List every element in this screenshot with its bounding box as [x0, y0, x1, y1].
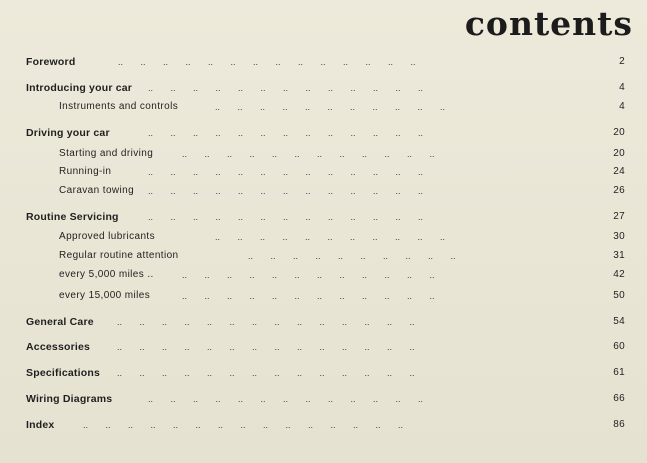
dot-leader: .. .. .. .. .. .. .. .. .. .. .. .. .. [148, 83, 424, 93]
toc-entry-label: Approved lubricants [59, 231, 155, 242]
toc-entry-introducing-your-car[interactable] [0, 80, 647, 96]
toc-entry-foreword[interactable] [0, 54, 647, 70]
toc-entry-starting-and-driving[interactable] [0, 146, 647, 162]
toc-entry-general-care[interactable] [0, 314, 647, 330]
toc-entry-label: Specifications [26, 367, 100, 379]
toc-entry-regular-routine-attention[interactable] [0, 248, 647, 264]
toc-entry-page: 54 [613, 316, 625, 327]
dot-leader: .. .. .. .. .. .. .. .. .. .. .. .. .. .. [117, 368, 415, 378]
toc-entry-page: 2 [619, 56, 625, 67]
toc-entry-page: 27 [613, 211, 625, 222]
dot-leader: .. .. .. .. .. .. .. .. .. .. .. .. .. [148, 167, 424, 177]
toc-entry-page: 86 [613, 419, 625, 430]
toc-entry-page: 4 [619, 101, 625, 112]
toc-entry-label: Instruments and controls [59, 101, 179, 112]
dot-leader: .. .. .. .. .. .. .. .. .. .. .. .. .. [148, 212, 424, 222]
dot-leader: .. .. .. .. .. .. .. .. .. .. .. .. .. .. [117, 342, 415, 352]
toc-entry-label: Driving your car [26, 127, 110, 139]
dot-leader: .. .. .. .. .. .. .. .. .. .. .. [215, 232, 446, 242]
dot-leader: .. .. .. .. .. .. .. .. .. .. .. .. .. .. [118, 57, 416, 67]
toc-entry-approved-lubricants[interactable] [0, 229, 647, 245]
toc-entry-specifications[interactable] [0, 365, 647, 381]
toc-entry-caravan-towing[interactable] [0, 183, 647, 199]
dot-leader: .. .. .. .. .. .. .. .. .. .. .. .. .. .. .. [83, 420, 404, 430]
dot-leader: .. .. .. .. .. .. .. .. .. .. .. .. [182, 270, 435, 280]
toc-entry-label: Accessories [26, 341, 91, 353]
toc-entry-label: Index [26, 419, 55, 431]
toc-entry-page: 24 [613, 166, 625, 177]
dot-leader: .. .. .. .. .. .. .. .. .. .. .. .. .. [148, 394, 424, 404]
toc-entry-label: Starting and driving [59, 148, 154, 159]
toc-entry-page: 66 [613, 393, 625, 404]
toc-entry-label: Running-in [59, 166, 112, 177]
dot-leader: .. .. .. .. .. .. .. .. .. .. .. .. .. [148, 186, 424, 196]
dot-leader: .. .. .. .. .. .. .. .. .. .. .. [215, 102, 446, 112]
dot-leader: .. .. .. .. .. .. .. .. .. .. .. .. [182, 291, 435, 301]
toc-entry-routine-servicing[interactable] [0, 209, 647, 225]
toc-entry-label: Wiring Diagrams [26, 393, 113, 405]
toc-entry-label: General Care [26, 316, 94, 328]
toc-entry-page: 26 [613, 185, 625, 196]
toc-entry-index[interactable] [0, 417, 647, 433]
toc-entry-label: every 15,000 miles [59, 290, 151, 301]
dot-leader: .. .. .. .. .. .. .. .. .. .. .. .. .. [148, 128, 424, 138]
toc-entry-wiring-diagrams[interactable] [0, 391, 647, 407]
toc-entry-label: Routine Servicing [26, 211, 119, 223]
toc-entry-label: every 5,000 miles .. [59, 269, 154, 280]
toc-entry-every-15000-miles[interactable] [0, 288, 647, 304]
toc-entry-page: 61 [613, 367, 625, 378]
dot-leader: .. .. .. .. .. .. .. .. .. .. .. .. [182, 149, 435, 159]
toc-entry-page: 60 [613, 341, 625, 352]
toc-entry-driving-your-car[interactable] [0, 125, 647, 141]
toc-entry-page: 20 [613, 127, 625, 138]
toc-entry-page: 31 [613, 250, 625, 261]
toc-entry-label: Introducing your car [26, 82, 133, 94]
toc-entry-page: 4 [619, 82, 625, 93]
dot-leader: .. .. .. .. .. .. .. .. .. .. [248, 251, 456, 261]
toc-entry-label: Foreword [26, 56, 76, 68]
toc-entry-running-in[interactable] [0, 164, 647, 180]
toc-entry-page: 20 [613, 148, 625, 159]
dot-leader: .. .. .. .. .. .. .. .. .. .. .. .. .. .. [117, 317, 415, 327]
toc-entry-label: Regular routine attention [59, 250, 179, 261]
toc-entry-instruments-and-controls[interactable] [0, 99, 647, 115]
toc-entry-every-5000-miles[interactable] [0, 267, 647, 283]
toc-entry-page: 42 [613, 269, 625, 280]
toc-entry-label: Caravan towing [59, 185, 135, 196]
page-title: contents [464, 4, 633, 43]
toc-entry-page: 30 [613, 231, 625, 242]
toc-entry-page: 50 [613, 290, 625, 301]
toc-entry-accessories[interactable] [0, 339, 647, 355]
